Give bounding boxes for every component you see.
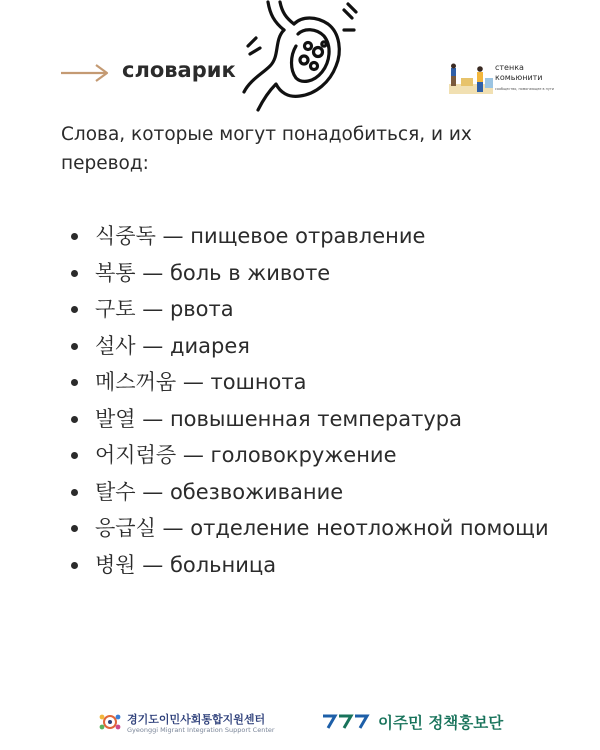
separator: — [142, 260, 164, 285]
vocab-translation: больница [169, 552, 277, 577]
left-org-name: 경기도이민사회통합지원센터 [127, 713, 266, 726]
vocab-item [95, 474, 565, 511]
separator: — [142, 552, 164, 577]
vocab-translation: головокружение [210, 443, 397, 467]
brand-name-line2: комьюнити [495, 73, 543, 82]
vocab-translation: боль в животе [169, 260, 331, 285]
vocab-item [95, 510, 565, 547]
vocab-item [95, 437, 565, 474]
arrow-right-icon [60, 63, 110, 83]
bullet [71, 306, 78, 313]
vocab-term: 복통 [95, 260, 136, 285]
separator: — [182, 370, 204, 394]
vocab-term: 설사 [95, 333, 136, 358]
separator: — [142, 406, 164, 431]
vocab-translation: диарея [169, 333, 250, 358]
footer-left-logo [97, 708, 297, 738]
separator: — [142, 333, 164, 358]
bullet [71, 562, 78, 569]
footer-right-logo [322, 708, 522, 738]
community-logo-icon [447, 62, 495, 98]
vocab-translation: тошнота [210, 370, 307, 394]
bullet [71, 452, 78, 459]
vocab-term: 병원 [95, 552, 136, 577]
vocab-item [95, 401, 565, 438]
separator: — [142, 297, 164, 321]
brand-name-line1: стенка [495, 63, 524, 72]
bullet [71, 525, 78, 532]
vocab-translation: обезвоживание [169, 479, 344, 504]
policy-team-logo-icon [322, 714, 370, 730]
vocab-term: 식중독 [95, 224, 156, 248]
brand-name [495, 63, 543, 83]
vocab-item [95, 255, 565, 292]
vocab-term: 발열 [95, 406, 136, 431]
bullet [71, 233, 78, 240]
vocab-item [95, 291, 565, 328]
vocab-term: 구토 [95, 297, 136, 321]
vocab-translation: повышенная температура [169, 406, 462, 431]
bullet [71, 416, 78, 423]
vocab-term: 탈수 [95, 479, 136, 504]
separator: — [142, 479, 164, 504]
vocab-list [95, 218, 565, 583]
vocab-item [95, 328, 565, 365]
vocab-term: 어지럼증 [95, 443, 177, 467]
bullet [71, 489, 78, 496]
brand-tagline: сообщество, помогающее в пути [495, 87, 555, 91]
left-org-name-en: Gyeonggi Migrant Integration Support Center [127, 726, 275, 734]
bullet [71, 379, 78, 386]
separator: — [162, 516, 184, 540]
integration-center-logo-icon [97, 711, 123, 733]
vocab-translation: пищевое отравление [190, 224, 426, 248]
right-org-name: 이주민 정책홍보단 [378, 714, 504, 732]
stomach-icon [240, 0, 365, 120]
section-title: словарик [122, 58, 236, 82]
separator: — [182, 443, 204, 467]
vocab-item [95, 364, 565, 401]
community-brand [447, 60, 567, 102]
vocab-term: 응급실 [95, 516, 156, 540]
separator: — [162, 224, 184, 248]
vocab-item [95, 218, 565, 255]
vocab-term: 메스꺼움 [95, 370, 177, 394]
bullet [71, 270, 78, 277]
vocab-translation: отделение неотложной помощи [190, 516, 549, 540]
bullet [71, 343, 78, 350]
vocab-translation: рвота [169, 297, 234, 321]
vocab-item [95, 547, 565, 584]
intro-text: Слова, которые могут понадобиться, и их перевод: [61, 124, 472, 174]
